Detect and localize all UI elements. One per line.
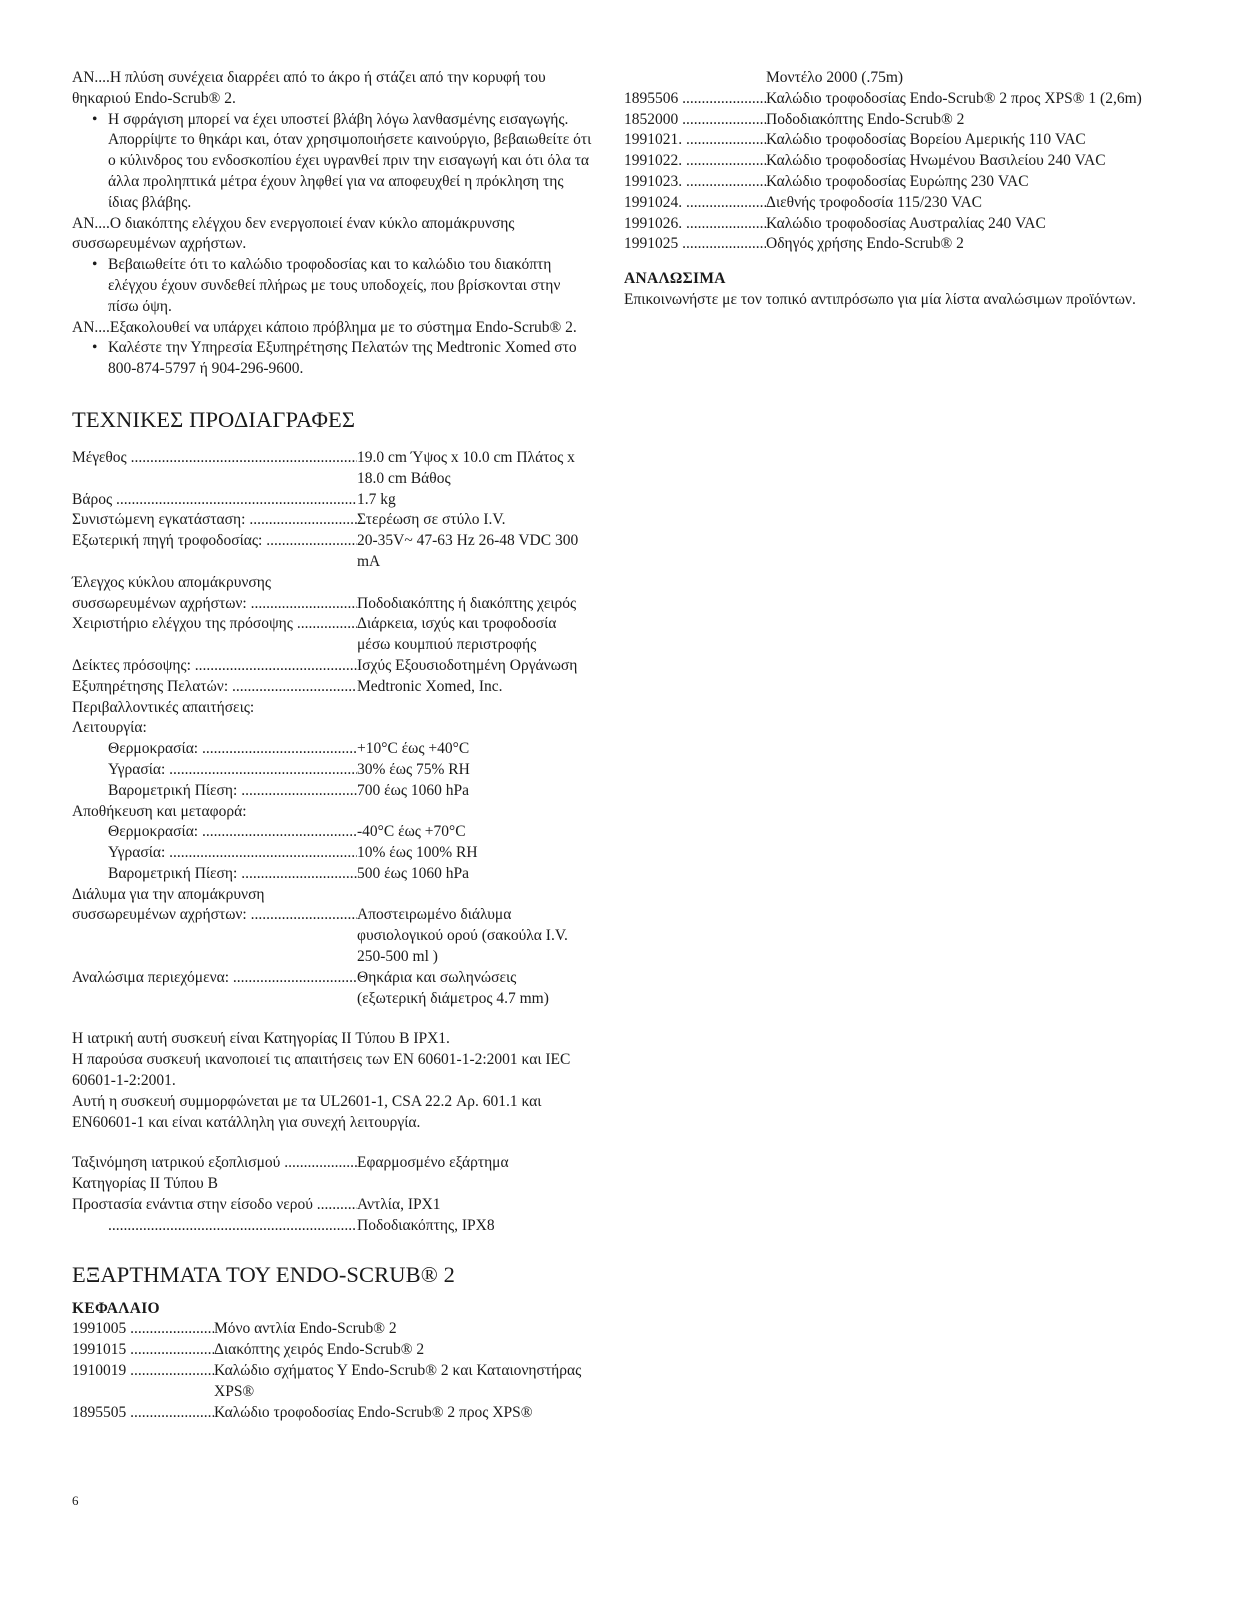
spec-row: [72, 531, 592, 573]
spec-label: Εξυπηρέτησης Πελατών: .....: [72, 677, 357, 698]
part-row: [624, 151, 1164, 172]
troubleshooting-bullet-text: • Καλέστε την Υπηρεσία Εξυπηρέτησης Πελατών της Medtronic Xomed στο 800-874-5797 ή 904-296-9600.: [108, 339, 577, 378]
spec-label: Εξωτερική πηγή τροφοδοσίας: .....: [72, 531, 357, 552]
spec-label: Χειριστήριο ελέγχου της πρόσοψης .....: [72, 614, 357, 635]
troubleshooting-section: [72, 68, 592, 380]
part-code: 1910019 .....: [72, 1361, 214, 1382]
spec-row: [72, 1195, 592, 1216]
spec-label: συσσωρευμένων αχρήστων: .....: [72, 905, 357, 926]
spec-row: [72, 905, 592, 967]
part-desc: Μόνο αντλία Endo-Scrub® 2: [214, 1320, 397, 1338]
spec-row: [72, 739, 592, 760]
spec-row: [72, 677, 592, 698]
troubleshooting-bullet: [72, 110, 592, 214]
spec-label: Δείκτες πρόσοψης: .....: [72, 656, 357, 677]
compliance-note: Η παρούσα συσκευή ικανοποιεί τις απαιτήσεις των EN 60601-1-2:2001 και IEC 60601-1-2:2001.: [72, 1051, 571, 1090]
spec-row: [72, 490, 592, 511]
parts-list-right: [624, 68, 1164, 255]
consumables-section: [624, 269, 1164, 311]
part-code: 1895506 .....: [624, 89, 766, 110]
part-code: 1852000 .....: [624, 110, 766, 131]
spec-row: [72, 760, 592, 781]
spec-row: [72, 843, 592, 864]
part-desc: Διακόπτης χειρός Endo-Scrub® 2: [214, 1341, 425, 1359]
part-row: [624, 214, 1164, 235]
spec-label: Υγρασία: .....: [72, 843, 357, 864]
spec-label: Υγρασία: .....: [72, 760, 357, 781]
accessories-heading: ΕΞΑΡΤΗΜΑΤΑ ΤΟΥ ENDO-SCRUB® 2: [72, 1261, 455, 1287]
spec-label-line: Έλεγχος κύκλου απομάκρυνσης: [72, 573, 271, 591]
operation-heading: Λειτουργία:: [72, 719, 147, 737]
spec-label: συσσωρευμένων αχρήστων: .....: [72, 594, 357, 615]
parts-list-left: [72, 1319, 592, 1423]
compliance-notes: [72, 1029, 592, 1133]
spec-value: Ποδοδιακόπτης, IPX8: [357, 1216, 495, 1234]
spec-value: Αποστειρωμένο διάλυμα φυσιολογικού ορού (σακούλα I.V. 250-500 ml ): [357, 906, 568, 966]
part-desc: Καλώδιο τροφοδοσίας Endo-Scrub® 2 προς XPS® 1 (2,6m): [766, 89, 1142, 107]
spec-row: [72, 614, 592, 656]
spec-label: Βαρομετρική Πίεση: .....: [72, 864, 357, 885]
spec-label: Συνιστώμενη εγκατάσταση: .....: [72, 510, 357, 531]
spec-label-line: Διάλυμα για την απομάκρυνση: [72, 885, 265, 903]
spec-row: [72, 822, 592, 843]
spec-value: Ισχύς Εξουσιοδοτημένη Οργάνωση: [357, 656, 578, 674]
part-row: [72, 1340, 592, 1361]
spec-label: Μέγεθος .....: [72, 448, 357, 469]
part-row: [72, 1361, 592, 1403]
spec-value: Θηκάρια και σωληνώσεις (εξωτερική διάμετρος 4.7 mm): [357, 968, 549, 1007]
spec-label: Βαρομετρική Πίεση: .....: [72, 781, 357, 802]
spec-row: [72, 864, 592, 885]
spec-row: [72, 594, 592, 615]
spec-value: 20-35V~ 47-63 Hz 26-48 VDC 300 mA: [357, 532, 579, 570]
troubleshooting-bullet: [72, 255, 592, 317]
spec-label-leader: [72, 1216, 357, 1237]
spec-row: [72, 781, 592, 802]
part-row: [624, 234, 1164, 255]
part-row: [624, 110, 1164, 131]
troubleshooting-bullet-text: • Η σφράγιση μπορεί να έχει υποστεί βλάβη λόγω λανθασμένης εισαγωγής. Απορρίψτε το θηκάρι και, όταν χρησιμοποιήσετε καινούργιο, βεβαιωθείτε ότι ο κύλινδρος του ενδοσκοπίου έχει υγρανθεί πριν την εισαγωγή και ότι όλα τα άλλα προληπτικά μέτρα έχουν ληφθεί για να αποφευχθεί η πρόκληση της ίδιας βλάβης.: [108, 110, 592, 211]
troubleshooting-question: ΑΝ....Η πλύση συνέχεια διαρρέει από το άκρο ή στάζει από την κορυφή του θηκαριού Endo-Scrub® 2.: [72, 69, 546, 107]
spec-label: Βάρος .....: [72, 490, 357, 511]
classification-block: [72, 1153, 592, 1236]
spec-label: Ταξινόμηση ιατρικού εξοπλισμού .....: [72, 1153, 357, 1174]
spec-row: [72, 968, 592, 1010]
troubleshooting-bullet: [72, 338, 592, 380]
spec-value: 500 έως 1060 hPa: [357, 864, 469, 882]
env-heading: Περιβαλλοντικές απαιτήσεις:: [72, 698, 255, 716]
spec-value: 700 έως 1060 hPa: [357, 781, 469, 799]
part-desc: Καλώδιο τροφοδοσίας Ευρώπης 230 VAC: [766, 172, 1029, 190]
part-code: 1991026. .....: [624, 214, 766, 235]
spec-value: Στερέωση σε στύλο I.V.: [357, 511, 506, 529]
part-code: 1991024. .....: [624, 193, 766, 214]
part-code: 1991005 .....: [72, 1319, 214, 1340]
spec-value: 1.7 kg: [357, 490, 396, 508]
compliance-note: Αυτή η συσκευή συμμορφώνεται με τα UL2601-1, CSA 22.2 Αρ. 601.1 και EN60601-1 και είναι κατάλληλη για συνεχή λειτουργία.: [72, 1092, 542, 1131]
consumables-text: Επικοινωνήστε με τον τοπικό αντιπρόσωπο για μία λίστα αναλώσιμων προϊόντων.: [624, 290, 1136, 308]
spec-value: 30% έως 75% RH: [357, 760, 470, 778]
part-code: 1991015 .....: [72, 1340, 214, 1361]
spec-value: 19.0 cm Ύψος x 10.0 cm Πλάτος x 18.0 cm Βάθος: [357, 448, 575, 487]
part-desc: Καλώδιο τροφοδοσίας Αυστραλίας 240 VAC: [766, 214, 1046, 232]
part-desc-continued: Μοντέλο 2000 (.75m): [766, 69, 904, 86]
troubleshooting-question: ΑΝ....Εξακολουθεί να υπάρχει κάποιο πρόβλημα με το σύστημα Endo-Scrub® 2.: [72, 318, 577, 336]
spec-label-line: Κατηγορίας II Τύπου B: [72, 1175, 218, 1193]
spec-label: Αναλώσιμα περιεχόμενα: .....: [72, 968, 357, 989]
part-row: [624, 193, 1164, 214]
spec-value: -40°C έως +70°C: [357, 823, 466, 841]
spec-row: [72, 448, 592, 490]
part-desc: Ποδοδιακόπτης Endo-Scrub® 2: [766, 110, 965, 128]
part-row: [624, 172, 1164, 193]
page-number: 6: [72, 1493, 79, 1508]
troubleshooting-question: ΑΝ....Ο διακόπτης ελέγχου δεν ενεργοποιεί έναν κύκλο απομάκρυνσης συσσωρευμένων αχρήστων.: [72, 214, 515, 253]
spec-value: 10% έως 100% RH: [357, 844, 478, 862]
part-desc: Καλώδιο τροφοδοσίας Endo-Scrub® 2 προς XPS®: [214, 1403, 533, 1421]
spec-value: Αντλία, IPX1: [357, 1196, 441, 1214]
right-column: [624, 68, 1164, 311]
part-row: [624, 130, 1164, 151]
spec-value: +10°C έως +40°C: [357, 740, 470, 758]
left-column: [72, 68, 592, 1423]
spec-label: Προστασία ενάντια στην είσοδο νερού .....: [72, 1195, 357, 1216]
capital-heading: ΚΕΦΑΛΑΙΟ: [72, 1299, 160, 1317]
spec-row: [72, 1216, 592, 1237]
consumables-heading: ΑΝΑΛΩΣΙΜΑ: [624, 270, 726, 288]
part-code: 1991022. .....: [624, 151, 766, 172]
part-row: [72, 1403, 592, 1424]
spec-value: Medtronic Xomed, Inc.: [357, 677, 503, 695]
spec-label: Θερμοκρασία: .....: [72, 739, 357, 760]
part-desc: Οδηγός χρήσης Endo-Scrub® 2: [766, 235, 964, 253]
compliance-note: Η ιατρική αυτή συσκευή είναι Κατηγορίας II Τύπου B IPX1.: [72, 1030, 450, 1048]
spec-label: Θερμοκρασία: .....: [72, 822, 357, 843]
part-code: 1991025 .....: [624, 234, 766, 255]
specs-heading: ΤΕΧΝΙΚΕΣ ΠΡΟΔΙΑΓΡΑΦΕΣ: [72, 406, 356, 432]
part-code: 1895505 .....: [72, 1403, 214, 1424]
part-desc: Διεθνής τροφοδοσία 115/230 VAC: [766, 193, 983, 211]
part-code: 1991023. .....: [624, 172, 766, 193]
part-row: [72, 1319, 592, 1340]
troubleshooting-bullet-text: • Βεβαιωθείτε ότι το καλώδιο τροφοδοσίας και το καλώδιο του διακόπτη ελέγχου έχουν συνδεθεί πλήρως με τους υποδοχείς, που βρίσκονται στην πίσω όψη.: [108, 256, 561, 315]
spec-row: [72, 510, 592, 531]
spec-value: Εφαρμοσμένο εξάρτημα: [357, 1154, 509, 1172]
spec-value: Ποδοδιακόπτης ή διακόπτης χειρός: [357, 594, 577, 612]
part-desc: Καλώδιο τροφοδοσίας Ηνωμένου Βασιλείου 240 VAC: [766, 152, 1106, 170]
part-desc: Καλώδιο τροφοδοσίας Βορείου Αμερικής 110 VAC: [766, 131, 1086, 149]
part-row: [624, 89, 1164, 110]
spec-row: [72, 1153, 592, 1174]
part-code: 1991021. .....: [624, 130, 766, 151]
part-desc: Καλώδιο σχήματος Υ Endo-Scrub® 2 και Καταιονηστήρας XPS®: [214, 1362, 582, 1400]
storage-heading: Αποθήκευση και μεταφορά:: [72, 802, 247, 820]
spec-row: [72, 656, 592, 677]
specs-list: [72, 448, 592, 1010]
spec-value: Διάρκεια, ισχύς και τροφοδοσία μέσω κουμπιού περιστροφής: [357, 615, 557, 654]
